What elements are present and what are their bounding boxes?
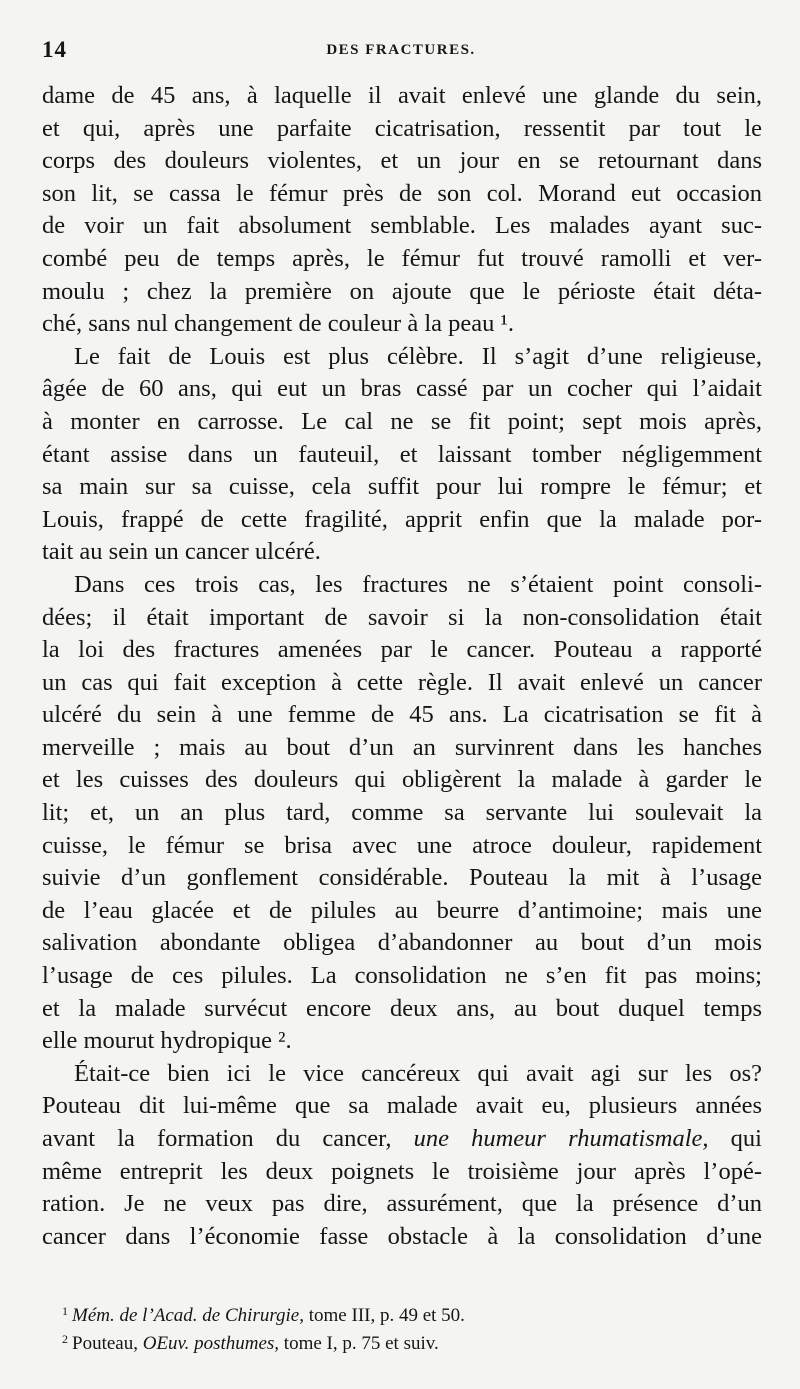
text-line: Louis, frappé de cette fragilité, apprit enfin que la malade por- bbox=[42, 505, 762, 533]
text-segment: avant la formation du cancer, bbox=[42, 1125, 414, 1152]
footnote-italic: OEuv. posthumes, bbox=[142, 1333, 280, 1354]
text-line: elle mourut hydropique ². bbox=[42, 1027, 292, 1055]
text-line: ration. Je ne veux pas dire, assurément, que la présence d’un bbox=[42, 1190, 762, 1218]
text-line: et les cuisses des douleurs qui obligèrent la malade à garder le bbox=[42, 766, 762, 794]
text-line: Pouteau dit lui-même que sa malade avait eu, plusieurs années bbox=[42, 1092, 762, 1120]
text-line: combé peu de temps après, le fémur fut trouvé ramolli et ver- bbox=[42, 244, 762, 272]
text-line: Dans ces trois cas, les fractures ne s’étaient point consoli- bbox=[74, 570, 762, 598]
footnote-italic: Mém. de l’Acad. de Chirurgie, bbox=[72, 1305, 304, 1326]
text-segment: qui bbox=[708, 1125, 762, 1152]
text-line: de voir un fait absolument semblable. Les malades ayant suc- bbox=[42, 212, 762, 240]
text-line: même entreprit les deux poignets le troisième jour après l’opé- bbox=[42, 1157, 762, 1185]
text-line: et qui, après une parfaite cicatrisation, ressentit par tout le bbox=[42, 114, 762, 142]
text-line: cuisse, le fémur se brisa avec une atroce douleur, rapidement bbox=[42, 831, 762, 859]
text-line: corps des douleurs violentes, et un jour en se retournant dans bbox=[42, 147, 762, 175]
text-line: cancer dans l’économie fasse obstacle à la consolidation d’une bbox=[42, 1222, 762, 1250]
page-header bbox=[42, 34, 760, 66]
text-line: son lit, se cassa le fémur près de son col. Morand eut occasion bbox=[42, 179, 762, 207]
text-line: ché, sans nul changement de couleur à la peau ¹. bbox=[42, 310, 514, 338]
footnote-mark: 1 bbox=[62, 1304, 68, 1318]
text-line: ulcéré du sein à une femme de 45 ans. La cicatrisation se fit à bbox=[42, 701, 762, 729]
body-text bbox=[42, 80, 762, 1253]
footnotes bbox=[62, 1297, 760, 1353]
footnote-rest: tome I, p. 75 et suiv. bbox=[279, 1333, 439, 1354]
text-line: merveille ; mais au bout d’un an survinrent dans les hanches bbox=[42, 733, 762, 761]
text-line: lit; et, un an plus tard, comme sa servante lui soulevait la bbox=[42, 799, 762, 827]
italic-segment: une humeur rhumatismale, bbox=[413, 1125, 709, 1152]
running-title: DES FRACTURES. bbox=[326, 41, 476, 58]
text-line: salivation abondante obligea d’abandonner au bout d’un mois bbox=[42, 929, 762, 957]
footnote-rest: tome III, p. 49 et 50. bbox=[304, 1305, 465, 1326]
page-number: 14 bbox=[42, 37, 67, 62]
text-line: dées; il était important de savoir si la non-consolidation était bbox=[42, 603, 762, 631]
text-line: et la malade survécut encore deux ans, au bout duquel temps bbox=[42, 994, 762, 1022]
footnote-1 bbox=[62, 1297, 760, 1325]
text-line: Le fait de Louis est plus célèbre. Il s’agit d’une religieuse, bbox=[74, 342, 762, 370]
text-line: Était-ce bien ici le vice cancéreux qui avait agi sur les os? bbox=[74, 1059, 762, 1087]
text-line: un cas qui fait exception à cette règle. Il avait enlevé un cancer bbox=[42, 668, 762, 696]
text-line: de l’eau glacée et de pilules au beurre d’antimoine; mais une bbox=[42, 896, 762, 924]
text-line: étant assise dans un fauteuil, et laissant tomber négligemment bbox=[42, 440, 762, 468]
text-line: l’usage de ces pilules. La consolidation ne s’en fit pas moins; bbox=[42, 962, 762, 990]
text-line: tait au sein un cancer ulcéré. bbox=[42, 538, 321, 566]
text-line: moulu ; chez la première on ajoute que le périoste était déta- bbox=[42, 277, 762, 305]
text-line bbox=[42, 1123, 762, 1156]
footnote-before: Pouteau, bbox=[72, 1333, 143, 1354]
text-line: à monter en carrosse. Le cal ne se fit point; sept mois après, bbox=[42, 407, 762, 435]
text-line: âgée de 60 ans, qui eut un bras cassé par un cocher qui l’aidait bbox=[42, 375, 762, 403]
footnote-2 bbox=[62, 1325, 760, 1353]
text-line: la loi des fractures amenées par le cancer. Pouteau a rapporté bbox=[42, 636, 762, 664]
text-line: dame de 45 ans, à laquelle il avait enlevé une glande du sein, bbox=[42, 82, 762, 109]
text-line: suivie d’un gonflement considérable. Pouteau la mit à l’usage bbox=[42, 864, 762, 892]
footnote-mark: 2 bbox=[62, 1332, 68, 1346]
text-line: sa main sur sa cuisse, cela suffit pour lui rompre le fémur; et bbox=[42, 473, 762, 501]
